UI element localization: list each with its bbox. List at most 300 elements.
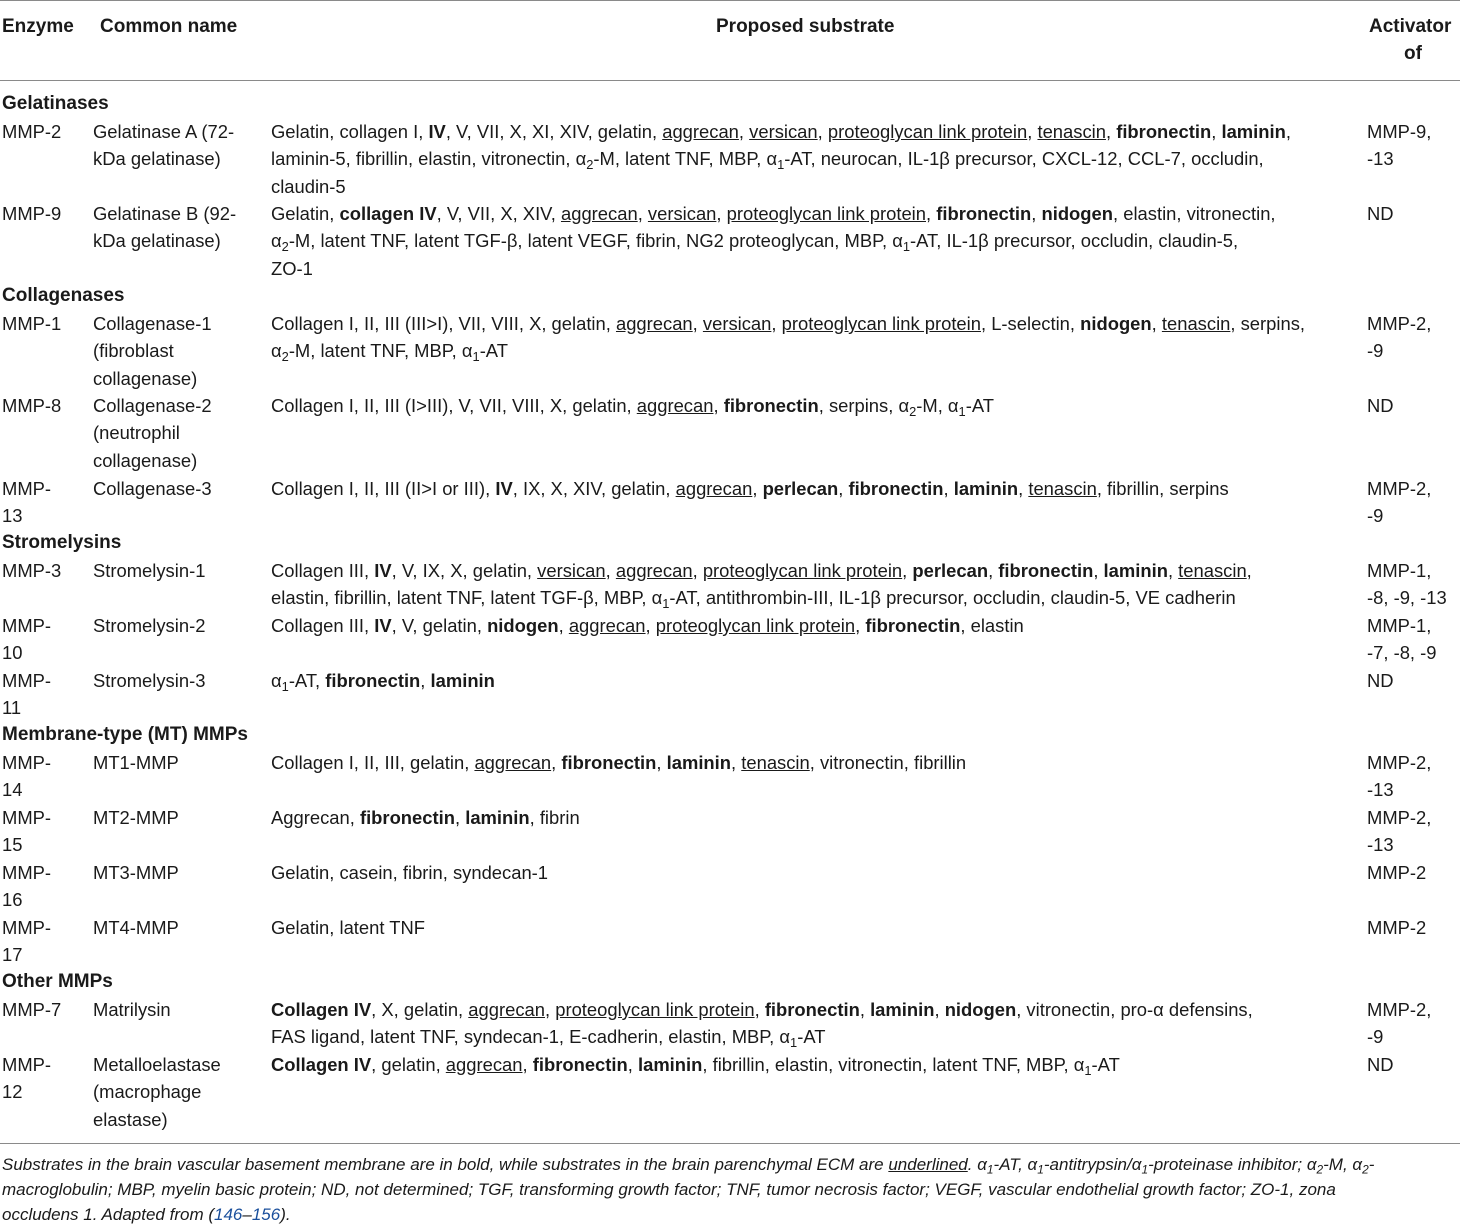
common-name-cell-line: MT4-MMP (93, 917, 179, 938)
bold-term: nidogen (944, 999, 1017, 1020)
activator-cell-line: ND (1367, 203, 1394, 224)
substrate-line (271, 557, 1361, 584)
bold-term: laminin (430, 670, 495, 691)
activator-cell (1367, 667, 1460, 694)
enzyme-cell-line: MMP- (2, 670, 52, 691)
reference-link[interactable]: 156 (251, 1205, 281, 1224)
header-activator-line2: of (1404, 43, 1422, 64)
text-run: 1 (1141, 1162, 1149, 1177)
activator-cell (1367, 996, 1460, 1051)
bold-term: laminin (953, 478, 1019, 499)
bold-term: fibronectin (1116, 121, 1212, 142)
activator-cell (1367, 200, 1460, 227)
text-run: Substrates in the brain vascular basement membrane are in bold, while substrates in the brain parenchymal ECM are (2, 1155, 889, 1174)
text-run: , V, gelatin, (391, 615, 488, 636)
activator-cell-line: MMP-2, (1367, 807, 1432, 828)
bold-term: fibronectin (865, 615, 961, 636)
underlined-term: aggrecan (468, 999, 545, 1020)
text-run: 1 (1037, 1162, 1044, 1177)
text-run: Collagen I, II, III (I>III), V, VII, VIII, X, gelatin, (271, 395, 637, 416)
text-run: 2 (586, 157, 594, 173)
text-run: Aggrecan, (271, 807, 360, 828)
bold-term: nidogen (1080, 313, 1152, 334)
text-run: , vitronectin, pro-α defensins, (1016, 999, 1253, 1020)
substrate-cell (271, 612, 1361, 639)
common-name-cell (93, 996, 263, 1023)
substrate-line (271, 996, 1361, 1023)
activator-cell (1367, 749, 1460, 804)
text-run: , (645, 615, 656, 636)
text-run: 1 (281, 678, 289, 694)
footnote-line (2, 1177, 1458, 1202)
text-run: , V, IX, X, gelatin, (391, 560, 538, 581)
underlined-term: aggrecan (560, 203, 638, 224)
common-name-cell-line: (fibroblast (93, 340, 174, 362)
text-run: , (738, 121, 750, 142)
text-run: -M, α (916, 395, 959, 416)
enzyme-cell (2, 996, 82, 1023)
text-run: , V, VII, X, XI, XIV, gelatin, (445, 121, 663, 142)
common-name-cell-line: Collagenase-3 (93, 478, 212, 499)
bold-term: IV (495, 478, 513, 499)
text-run: , (1246, 560, 1252, 581)
text-run: 1 (472, 349, 480, 365)
text-run: , fibrillin, serpins (1096, 478, 1229, 499)
bold-term: fibronectin (764, 999, 860, 1020)
enzyme-cell-line: MMP-8 (2, 395, 62, 416)
activator-cell-line: MMP-2, (1367, 999, 1432, 1020)
text-run: , (731, 752, 742, 773)
text-run: . α (967, 1155, 987, 1174)
underlined-term: proteoglycan link protein (726, 203, 926, 224)
bold-term: laminin (870, 999, 935, 1020)
text-run: Collagen III, (271, 615, 375, 636)
text-run: , serpins, (1230, 313, 1306, 334)
enzyme-cell (2, 475, 82, 530)
header-proposed-substrate: Proposed substrate (716, 16, 895, 37)
text-run: , (420, 670, 431, 691)
enzyme-cell (2, 200, 82, 227)
enzyme-cell-line: MMP-2 (2, 121, 62, 142)
section-stromelysins: Stromelysins (2, 532, 122, 553)
text-run: , (1167, 560, 1179, 581)
text-run: 2 (281, 349, 289, 365)
enzyme-cell (2, 612, 82, 667)
common-name-cell (93, 914, 263, 941)
substrate-line (271, 1023, 1361, 1050)
text-run: -AT (1091, 1054, 1120, 1075)
text-run: Collagen I, II, III (II>I or III), (271, 478, 496, 499)
bold-term: collagen IV (339, 203, 437, 224)
text-run: , (692, 560, 703, 581)
activator-cell (1367, 612, 1460, 667)
underlined-term: aggrecan (445, 1054, 523, 1075)
underlined-term: tenascin (1037, 121, 1106, 142)
enzyme-cell-line: MMP-3 (2, 560, 62, 581)
text-run: 2 (281, 239, 289, 255)
underlined-term: versican (537, 560, 606, 581)
header-activator-line1: Activator (1369, 16, 1452, 37)
text-run: Collagen I, II, III (III>I), VII, VIII, X, gelatin, (271, 313, 616, 334)
text-run: , fibrin (529, 807, 580, 828)
substrate-line (271, 227, 1361, 254)
underlined-term: versican (702, 313, 772, 334)
bold-term: nidogen (487, 615, 559, 636)
bold-term: laminin (1103, 560, 1168, 581)
text-run: -AT (965, 395, 994, 416)
text-run: laminin-5, fibrillin, elastin, vitronectin, α (271, 148, 587, 170)
substrate-cell (271, 118, 1361, 200)
enzyme-cell-line: 14 (2, 779, 23, 801)
activator-cell-line: -9 (1367, 1026, 1384, 1048)
common-name-cell-line: (neutrophil (93, 422, 180, 444)
activator-cell (1367, 557, 1460, 612)
text-run: , gelatin, (371, 1054, 446, 1075)
text-run: 1 (986, 1162, 994, 1177)
bold-term: fibronectin (532, 1054, 628, 1075)
substrate-cell (271, 557, 1361, 612)
text-run: -AT, IL-1β precursor, occludin, claudin-5, (910, 230, 1239, 252)
text-run: , (605, 560, 616, 581)
common-name-cell (93, 557, 263, 584)
substrate-line (271, 310, 1361, 337)
text-run: 2 (1316, 1162, 1324, 1177)
common-name-cell (93, 1051, 263, 1133)
common-name-cell (93, 667, 263, 694)
underlined-term: proteoglycan link protein (781, 313, 981, 334)
enzyme-cell-line: 11 (2, 697, 22, 719)
substrate-line (271, 667, 1361, 694)
common-name-cell-line: Stromelysin-3 (93, 670, 206, 691)
common-name-cell (93, 475, 263, 502)
substrate-cell (271, 749, 1361, 776)
underlined-term: aggrecan (568, 615, 646, 636)
text-run: -proteinase inhibitor; α (1148, 1155, 1317, 1174)
text-run: , (771, 313, 782, 334)
activator-cell-line: -9 (1367, 340, 1384, 362)
substrate-line (271, 173, 1361, 200)
text-run: Gelatin, casein, fibrin, syndecan-1 (271, 862, 549, 883)
common-name-cell-line: Collagenase-2 (93, 395, 212, 416)
enzyme-cell-line: 13 (2, 505, 23, 527)
text-run: , X, gelatin, (371, 999, 469, 1020)
text-run: , (902, 560, 913, 581)
text-run: ZO-1 (271, 257, 313, 279)
common-name-cell (93, 310, 263, 392)
substrate-line (271, 337, 1361, 364)
common-name-cell (93, 804, 263, 831)
text-run: – (242, 1205, 252, 1224)
activator-cell-line: -7, -8, -9 (1367, 642, 1437, 664)
text-run: , (988, 560, 999, 581)
common-name-cell-line: Gelatinase A (72- (93, 121, 235, 142)
enzyme-cell (2, 1051, 82, 1106)
text-run: , (1093, 560, 1104, 581)
underlined-term: tenascin (741, 752, 810, 773)
enzyme-cell (2, 392, 82, 419)
text-run: , (1151, 313, 1162, 334)
substrate-line (271, 914, 1361, 941)
underlined-term: proteoglycan link protein (827, 121, 1028, 142)
enzyme-cell-line: MMP- (2, 752, 52, 773)
activator-cell (1367, 859, 1460, 886)
text-run: elastin, fibrillin, latent TNF, latent TGF-β, MBP, α (271, 587, 663, 609)
substrate-cell (271, 804, 1361, 831)
activator-cell (1367, 804, 1460, 859)
text-run: , (934, 999, 945, 1020)
underlined-term: aggrecan (675, 478, 753, 499)
substrate-cell (271, 667, 1361, 694)
text-run: 1 (790, 1035, 798, 1051)
common-name-cell (93, 118, 263, 173)
underlined-term: versican (749, 121, 818, 142)
text-run: , (558, 615, 569, 636)
enzyme-cell-line: 12 (2, 1081, 23, 1103)
bold-term: fibronectin (723, 395, 819, 416)
activator-cell-line: MMP-1, (1367, 560, 1432, 581)
underlined-term: versican (647, 203, 717, 224)
text-run: , IX, X, XIV, gelatin, (512, 478, 676, 499)
text-run: , (754, 999, 765, 1020)
enzyme-cell (2, 118, 82, 145)
text-run: , (637, 203, 648, 224)
enzyme-cell-line: MMP- (2, 807, 52, 828)
activator-cell-line: MMP-1, (1367, 615, 1432, 636)
activator-cell-line: -13 (1367, 834, 1394, 856)
text-run: , L-selectin, (980, 313, 1081, 334)
text-run: , (1211, 121, 1222, 142)
activator-cell-line: ND (1367, 395, 1394, 416)
common-name-cell (93, 392, 263, 474)
substrate-line (271, 859, 1361, 886)
section-other: Other MMPs (2, 971, 113, 992)
common-name-cell (93, 200, 263, 255)
text-run: , (1285, 121, 1291, 142)
text-run: -M, latent TNF, MBP, α (288, 340, 473, 362)
substrate-cell (271, 392, 1361, 419)
footnote-line (2, 1152, 1458, 1177)
common-name-cell (93, 612, 263, 639)
activator-cell (1367, 475, 1460, 530)
activator-cell-line: MMP-2, (1367, 478, 1432, 499)
substrate-cell (271, 996, 1361, 1051)
text-run: -M, α (1323, 1155, 1363, 1174)
common-name-cell-line: collagenase) (93, 367, 198, 389)
text-run: , (838, 478, 849, 499)
text-run: , fibrillin, elastin, vitronectin, latent TNF, MBP, α (702, 1054, 1085, 1075)
text-run: 1 (1084, 1062, 1092, 1078)
enzyme-cell (2, 914, 82, 969)
bold-term: IV (374, 560, 392, 581)
common-name-cell-line: elastase) (93, 1108, 168, 1130)
underlined-term: tenascin (1178, 560, 1247, 581)
bold-term: fibronectin (561, 752, 657, 773)
underlined-term: aggrecan (636, 395, 714, 416)
substrate-cell (271, 1051, 1361, 1078)
common-name-cell-line: MT2-MMP (93, 807, 179, 828)
substrate-line (271, 118, 1361, 145)
enzyme-cell-line: 17 (2, 944, 23, 966)
activator-cell-line: MMP-2, (1367, 752, 1432, 773)
text-run: , V, VII, X, XIV, (436, 203, 561, 224)
common-name-cell-line: Gelatinase B (92- (93, 203, 237, 224)
text-run: , (692, 313, 703, 334)
text-run: , elastin, vitronectin, (1113, 203, 1276, 224)
text-run: , (627, 1054, 638, 1075)
text-run: α (271, 340, 282, 362)
activator-cell-line: -8, -9, -13 (1367, 587, 1447, 609)
substrate-line (271, 145, 1361, 172)
common-name-cell-line: collagenase) (93, 449, 198, 471)
common-name-cell-line: MT3-MMP (93, 862, 179, 883)
bold-term: fibronectin (998, 560, 1094, 581)
enzyme-cell (2, 557, 82, 584)
bold-term: perlecan (912, 560, 989, 581)
section-membrane-type: Membrane-type (MT) MMPs (2, 724, 248, 745)
text-run: , (656, 752, 667, 773)
text-run: , elastin (960, 615, 1024, 636)
text-run: , (817, 121, 828, 142)
text-run: macroglobulin; MBP, myelin basic protein; ND, not determined; TGF, transforming growth factor; TNF, tumor necrosis factor; VEGF, vascular endothelial growth factor; ZO-1, zona (2, 1180, 1336, 1199)
text-run: claudin-5 (271, 175, 346, 197)
text-run: -AT, α (993, 1155, 1038, 1174)
text-run: Collagen I, II, III, gelatin, (271, 752, 475, 773)
substrate-line (271, 200, 1361, 227)
bold-term: laminin (666, 752, 732, 773)
substrate-cell (271, 914, 1361, 941)
bold-term: Collagen IV (271, 999, 372, 1020)
bold-term: laminin (637, 1054, 703, 1075)
common-name-cell-line: kDa gelatinase) (93, 148, 221, 170)
section-gelatinases: Gelatinases (2, 93, 109, 114)
bold-term: fibronectin (325, 670, 421, 691)
substrate-line (271, 584, 1361, 611)
text-run: ). (280, 1205, 291, 1224)
text-run: -AT (797, 1026, 826, 1048)
text-run: - (1368, 1155, 1375, 1174)
activator-cell-line: MMP-9, (1367, 121, 1432, 142)
substrate-cell (271, 310, 1361, 365)
common-name-cell-line: (macrophage (93, 1081, 202, 1103)
activator-cell-line: -9 (1367, 505, 1384, 527)
text-run: , (1027, 121, 1038, 142)
header-enzyme: Enzyme (2, 16, 74, 37)
underlined-term: proteoglycan link protein (655, 615, 856, 636)
enzyme-cell-line: MMP- (2, 1054, 52, 1075)
bold-term: fibronectin (359, 807, 455, 828)
text-run: , (1018, 478, 1029, 499)
text-run: Gelatin, latent TNF (271, 917, 426, 938)
text-run: occludens 1. Adapted from ( (2, 1205, 214, 1224)
text-run: , (713, 395, 724, 416)
text-run: , (522, 1054, 533, 1075)
substrate-line (271, 392, 1361, 419)
footnote-line (2, 1202, 1458, 1227)
table-footnote (2, 1152, 1458, 1227)
text-run: , (752, 478, 763, 499)
common-name-cell (93, 859, 263, 886)
underlined-term: aggrecan (662, 121, 739, 142)
activator-cell (1367, 914, 1460, 941)
text-run: 2 (909, 403, 917, 419)
text-run: α (271, 670, 282, 691)
header-bottom-rule (0, 80, 1460, 81)
substrate-line (271, 1051, 1361, 1078)
enzyme-cell (2, 749, 82, 804)
enzyme-cell (2, 859, 82, 914)
underlined-term: underlined (888, 1155, 968, 1174)
text-run: 1 (777, 157, 785, 173)
activator-cell-line: ND (1367, 670, 1394, 691)
table-bottom-rule (0, 1143, 1460, 1144)
bold-term: nidogen (1041, 203, 1113, 224)
common-name-cell-line: Stromelysin-1 (93, 560, 206, 581)
enzyme-cell (2, 667, 82, 722)
reference-link[interactable]: 146 (214, 1205, 243, 1224)
text-run: α (271, 230, 282, 252)
substrate-line (271, 804, 1361, 831)
text-run: , (926, 203, 937, 224)
enzyme-cell-line: 16 (2, 889, 23, 911)
enzyme-cell-line: 15 (2, 834, 23, 856)
text-run: FAS ligand, latent TNF, syndecan-1, E-cadherin, elastin, MBP, α (271, 1026, 791, 1048)
header-common-name: Common name (100, 16, 238, 37)
enzyme-cell-line: MMP- (2, 478, 52, 499)
substrate-line (271, 255, 1361, 282)
common-name-cell-line: MT1-MMP (93, 752, 179, 773)
text-run: -M, latent TNF, latent TGF-β, latent VEGF, fibrin, NG2 proteoglycan, MBP, α (288, 230, 903, 252)
text-run: -M, latent TNF, MBP, α (593, 148, 778, 170)
substrate-line (271, 612, 1361, 639)
text-run: Gelatin, (271, 203, 340, 224)
underlined-term: tenascin (1028, 478, 1097, 499)
underlined-term: aggrecan (474, 752, 552, 773)
text-run: , (716, 203, 727, 224)
enzyme-cell-line: MMP-1 (2, 313, 62, 334)
activator-cell (1367, 1051, 1460, 1078)
enzyme-cell-line: MMP- (2, 862, 52, 883)
substrate-line (271, 749, 1361, 776)
activator-cell-line: ND (1367, 1054, 1394, 1075)
common-name-cell-line: Metalloelastase (93, 1054, 221, 1075)
enzyme-cell (2, 310, 82, 337)
text-run: , (855, 615, 866, 636)
text-run: -AT, (288, 670, 326, 691)
text-run: -antitrypsin/α (1043, 1155, 1142, 1174)
substrate-line (271, 475, 1361, 502)
underlined-term: proteoglycan link protein (702, 560, 903, 581)
text-run: , (1031, 203, 1042, 224)
text-run: , (1105, 121, 1117, 142)
section-collagenases: Collagenases (2, 285, 125, 306)
bold-term: perlecan (762, 478, 839, 499)
enzyme-cell-line: MMP-9 (2, 203, 62, 224)
text-run: -AT (479, 340, 508, 362)
enzyme-cell-line: MMP- (2, 917, 52, 938)
activator-cell-line: -13 (1367, 148, 1394, 170)
table-top-rule (0, 0, 1460, 1)
text-run: , (859, 999, 871, 1020)
text-run: , (544, 999, 556, 1020)
activator-cell (1367, 310, 1460, 365)
substrate-cell (271, 859, 1361, 886)
text-run: -AT, antithrombin-III, IL-1β precursor, occludin, claudin-5, VE cadherin (669, 587, 1236, 609)
text-run: , serpins, α (818, 395, 910, 416)
text-run: 2 (1362, 1162, 1369, 1177)
text-run: Gelatin, collagen I, (271, 121, 429, 142)
common-name-cell-line: kDa gelatinase) (93, 230, 221, 252)
activator-cell-line: MMP-2, (1367, 313, 1432, 334)
